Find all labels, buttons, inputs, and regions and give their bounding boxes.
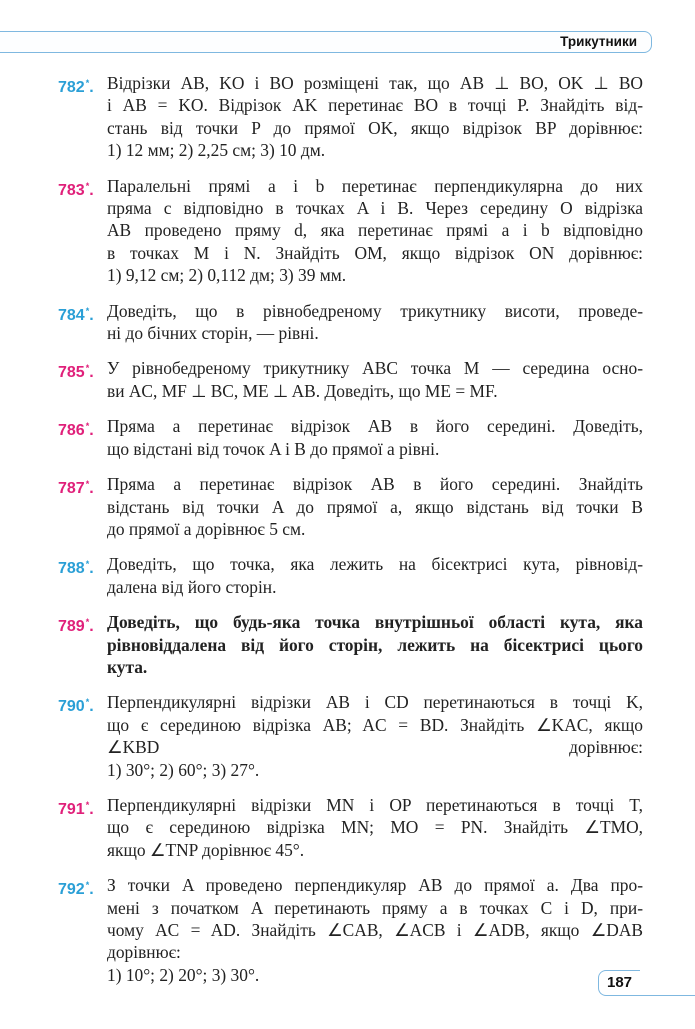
- problem-number: 787*.: [58, 479, 94, 498]
- problem-text-line: дорівнює:: [107, 942, 181, 963]
- problem-text: [107, 794, 643, 861]
- problem-text-line: Доведіть, що будь-яка точка внутрішньої області кута, яка: [107, 612, 643, 633]
- problem-text-line: Пряма a перетинає відрізок AB в його середині. Доведіть,: [107, 416, 643, 437]
- problem-text-line: і AB = KO. Відрізок AK перетинає BO в точці P. Знайдіть від-: [107, 95, 643, 116]
- problem-number-value: 789: [58, 618, 85, 636]
- problem-number-value: 785: [58, 364, 85, 382]
- page-number: 187: [606, 974, 633, 991]
- problem-text: [107, 611, 643, 678]
- problem-number-value: 787: [58, 480, 85, 498]
- difficulty-star: *: [85, 479, 90, 490]
- problem-text-line: 1) 9,12 см; 2) 0,112 дм; 3) 39 мм.: [107, 265, 347, 286]
- problem-788: [58, 553, 643, 598]
- problem-790: [58, 691, 643, 781]
- problem-text-line: відстань від точки A до прямої a, якщо відстань від точки B: [107, 496, 643, 517]
- problem-number-value: 790: [58, 698, 85, 716]
- problem-text: [107, 415, 643, 460]
- problem-number: 788*.: [58, 559, 94, 578]
- problem-number: 783*.: [58, 180, 94, 199]
- difficulty-star: *: [85, 78, 90, 88]
- problem-number: 786*.: [58, 421, 94, 440]
- problem-text-line: до прямої a дорівнює 5 см.: [107, 518, 306, 539]
- problem-number: 784*.: [58, 305, 94, 324]
- problem-text: [107, 300, 643, 345]
- problem-text-line: 1) 10°; 2) 20°; 3) 30°.: [107, 964, 260, 985]
- problem-text-line: що відстані від точок A і B до прямої a рівні.: [107, 438, 440, 459]
- problem-text-line: в точках M і N. Знайдіть OM, якщо відрізок ON дорівнює:: [107, 242, 643, 263]
- problem-text-line: У рівнобедреному трикутнику ABC точка M — середина осно-: [107, 358, 643, 379]
- problem-number: 789*.: [58, 617, 94, 636]
- page-number-box: [598, 970, 640, 996]
- running-header: [0, 31, 652, 53]
- problem-text-line: Перпендикулярні відрізки MN і OP перетинаються в точці T,: [107, 794, 643, 815]
- problem-number: 785*.: [58, 363, 94, 382]
- difficulty-star: *: [85, 617, 90, 628]
- problem-text-line: Перпендикулярні відрізки AB і CD перетинаються в точці K,: [107, 692, 643, 713]
- problem-number: 782*.: [58, 78, 94, 96]
- problem-791: [58, 794, 643, 861]
- problem-text-line: Паралельні прямі a і b перетинає перпендикулярна до них: [107, 175, 643, 196]
- problem-text-line: пряма c відповідно в точках A і B. Через середину O відрізка: [107, 198, 643, 219]
- problem-text: [107, 72, 643, 162]
- difficulty-star: *: [85, 180, 90, 191]
- problem-782: [58, 72, 643, 162]
- problem-792: [58, 874, 643, 986]
- problem-text-line: чому AC = AD. Знайдіть ∠CAB, ∠ACB і ∠ADB, якщо ∠DAB: [107, 920, 643, 940]
- problem-text-line: далена від його сторін.: [107, 576, 277, 597]
- problem-text-line: кута.: [107, 656, 148, 677]
- problem-text-line: що є серединою відрізка MN; MO = PN. Знайдіть ∠TMO,: [107, 817, 643, 838]
- problem-787: [58, 473, 643, 540]
- problem-text-line: Відрізки AB, KO і BO розміщені так, що AB ⊥ BO, OK ⊥ BO: [107, 73, 643, 93]
- problem-text-line: Пряма a перетинає відрізок AB в його середині. Знайдіть: [107, 474, 643, 495]
- page-number-rule: [640, 995, 695, 996]
- problem-list: [58, 72, 643, 999]
- difficulty-star: *: [85, 559, 90, 570]
- problem-text-line: мені з початком A перетинають пряму a в точках C і D, при-: [107, 897, 643, 918]
- difficulty-star: *: [85, 363, 90, 374]
- problem-text: [107, 553, 643, 598]
- difficulty-star: *: [85, 421, 90, 432]
- problem-text-line: ні до бічних сторін, — рівні.: [107, 323, 319, 344]
- problem-783: [58, 175, 643, 287]
- problem-text-line: З точки A проведено перпендикуляр AB до прямої a. Два про-: [107, 875, 643, 896]
- difficulty-star: *: [85, 305, 90, 316]
- problem-number: 792*.: [58, 880, 94, 899]
- problem-number: 791*.: [58, 799, 94, 818]
- problem-text-line: 1) 12 мм; 2) 2,25 см; 3) 10 дм.: [107, 140, 326, 161]
- difficulty-star: *: [85, 799, 90, 810]
- problem-text-line: якщо ∠TNP дорівнює 45°.: [107, 839, 305, 860]
- problem-text-line: Доведіть, що точка, яка лежить на бісектрисі кута, рівновід-: [107, 554, 643, 575]
- problem-text-line: Доведіть, що в рівнобедреному трикутнику висоти, проведе-: [107, 300, 643, 321]
- chapter-title: Трикутники: [560, 34, 637, 49]
- problem-text-line: AB проведено пряму d, яка перетинає прямі a і b відповідно: [107, 220, 643, 241]
- problem-number-value: 792: [58, 881, 85, 899]
- problem-number: 790*.: [58, 697, 94, 716]
- problem-785: [58, 357, 643, 402]
- problem-text: [107, 874, 643, 986]
- problem-789: [58, 611, 643, 678]
- problem-number-value: 788: [58, 560, 85, 578]
- problem-text-line: стань від точки P до прямої OK, якщо відрізок BP дорівнює:: [107, 117, 643, 138]
- difficulty-star: *: [85, 697, 90, 708]
- problem-text: [107, 691, 643, 781]
- problem-text-line: 1) 30°; 2) 60°; 3) 27°.: [107, 759, 260, 780]
- problem-786: [58, 415, 643, 460]
- difficulty-star: *: [85, 880, 90, 891]
- problem-number-value: 782: [58, 79, 85, 96]
- problem-text: [107, 473, 643, 540]
- problem-text: [107, 357, 643, 402]
- problem-number-value: 791: [58, 800, 85, 818]
- problem-text-line: що є серединою відрізка AB; AC = BD. Знайдіть ∠KAC, якщо: [107, 714, 643, 735]
- problem-text-line: рівновіддалена від його сторін, лежить на бісектрисі цього: [107, 634, 643, 655]
- problem-text-line: ∠KBD дорівнює:: [107, 737, 643, 758]
- problem-number-value: 783: [58, 181, 85, 199]
- problem-number-value: 784: [58, 306, 85, 324]
- problem-text: [107, 175, 643, 287]
- problem-number-value: 786: [58, 422, 85, 440]
- problem-784: [58, 300, 643, 345]
- problem-text-line: ви AC, MF ⊥ BC, ME ⊥ AB. Доведіть, що ME = MF.: [107, 380, 498, 401]
